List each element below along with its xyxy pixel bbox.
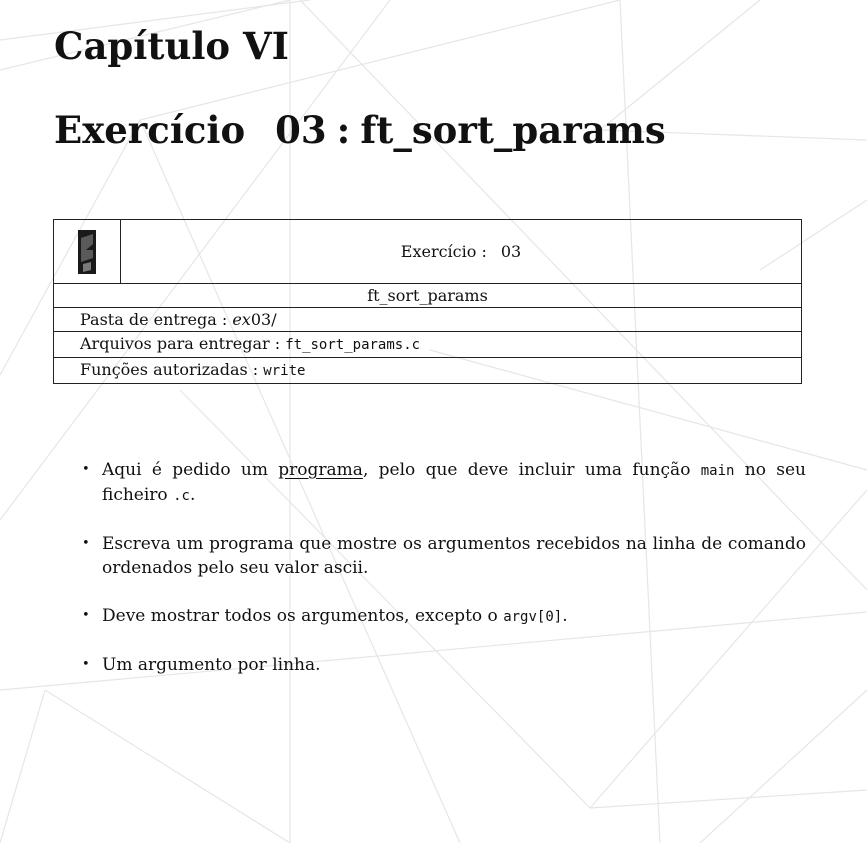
b4-text: Um argumento por linha. xyxy=(102,655,321,675)
instruction-list xyxy=(80,458,806,701)
folder-value-rest: 03/ xyxy=(250,310,277,329)
files-value: ft_sort_params.c xyxy=(285,337,421,353)
b1-code-ext: .c xyxy=(173,488,190,504)
info-box-exercise-name: ft_sort_params xyxy=(54,284,802,308)
b1-underlined: programa xyxy=(278,460,363,480)
functions-value: write xyxy=(263,363,306,379)
exercise-info-box xyxy=(53,219,802,384)
bullet-dot-icon: • xyxy=(82,462,90,477)
info-box-functions xyxy=(54,358,802,384)
chapter-title-text: Capítulo VI xyxy=(54,24,289,68)
list-item xyxy=(80,532,806,580)
info-box-header-number: 03 xyxy=(500,242,522,261)
info-box-files xyxy=(54,332,802,358)
list-item xyxy=(80,458,806,508)
info-box-name-row xyxy=(54,284,802,308)
b1-end: . xyxy=(189,485,196,505)
info-box-functions-row xyxy=(54,358,802,384)
exercise-title-name: ft_sort_params xyxy=(360,108,666,152)
functions-label: Funções autorizadas : xyxy=(80,360,259,379)
files-label: Arquivos para entregar : xyxy=(80,334,281,353)
b3-code-argv: argv[0] xyxy=(503,609,563,625)
exercise-title xyxy=(54,108,666,152)
exercise-title-separator: : xyxy=(336,108,351,152)
exercise-title-number: 03 xyxy=(275,108,327,152)
info-box-header xyxy=(121,220,802,284)
b3-end: . xyxy=(562,606,568,626)
logo-cell xyxy=(54,220,121,284)
b1-pre: Aqui é pedido um xyxy=(102,460,279,480)
bullet-dot-icon: • xyxy=(82,608,90,623)
bullet-dot-icon: • xyxy=(82,536,90,551)
exercise-title-word: Exercício xyxy=(54,108,246,152)
b1-mid: , pelo que deve incluir uma função xyxy=(362,460,701,480)
info-box-header-label: Exercício : xyxy=(400,242,487,261)
info-box-folder xyxy=(54,308,802,332)
chapter-title xyxy=(54,24,289,68)
info-box-files-row xyxy=(54,332,802,358)
42-logo-icon xyxy=(77,228,97,276)
folder-label: Pasta de entrega : xyxy=(80,310,228,329)
b1-post: no seu ficheiro xyxy=(102,460,806,505)
b2-text: Escreva um programa que mostre os argumentos recebidos na linha de comando ordenados pelo seu valor ascii. xyxy=(102,534,806,578)
list-item xyxy=(80,604,806,629)
bullet-dot-icon: • xyxy=(82,657,90,672)
b1-code-main: main xyxy=(700,463,735,479)
list-item xyxy=(80,653,806,677)
info-box-header-row xyxy=(54,220,802,284)
b3-pre: Deve mostrar todos os argumentos, excepto o xyxy=(102,606,504,626)
folder-value-italic: ex xyxy=(232,310,251,329)
info-box-folder-row xyxy=(54,308,802,332)
